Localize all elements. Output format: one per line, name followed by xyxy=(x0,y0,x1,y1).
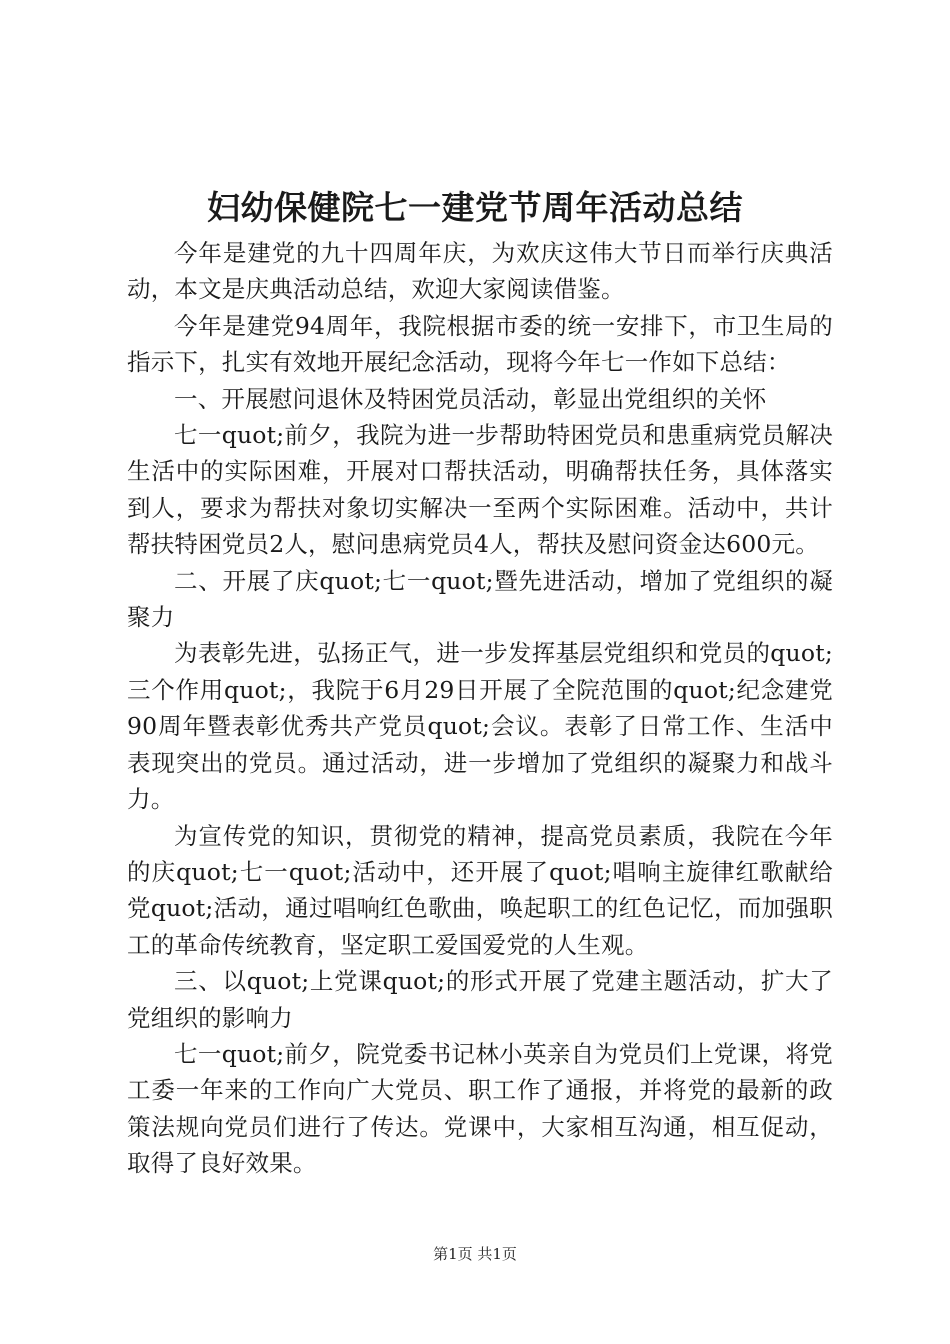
page-footer xyxy=(0,1243,950,1265)
paragraph-section-2b: 为宣传党的知识，贯彻党的精神，提高党员素质，我院在今年的庆quot;七一quot;活动中，还开展了quot;唱响主旋律红歌献给党quot;活动，通过唱响红色歌曲，唤起职工的红色记忆，而加强职工的革命传统教育，坚定职工爱国爱党的人生观。 xyxy=(127,821,833,959)
section-heading-1: 一、开展慰问退休及特困党员活动，彰显出党组织的关怀 xyxy=(174,384,767,413)
section-heading-2: 二、开展了庆quot;七一quot;暨先进活动，增加了党组织的凝聚力 xyxy=(127,566,833,632)
page-number: 第1页 共1页 xyxy=(433,1245,517,1263)
paragraph-section-1: 七一quot;前夕，我院为进一步帮助特困党员和患重病党员解决生活中的实际困难，开展对口帮扶活动，明确帮扶任务，具体落实到人，要求为帮扶对象切实解决一至两个实际困难。活动中，共计帮扶特困党员2人，慰问患病党员4人，帮扶及慰问资金达600元。 xyxy=(127,421,833,559)
paragraph-intro: 今年是建党的九十四周年庆，为欢庆这伟大节日而举行庆典活动，本文是庆典活动总结，欢迎大家阅读借鉴。 xyxy=(127,239,833,304)
paragraph-section-3: 七一quot;前夕，院党委书记林小英亲自为党员们上党课，将党工委一年来的工作向广大党员、职工作了通报，并将党的最新的政策法规向党员们进行了传达。党课中，大家相互沟通，相互促动，取得了良好效果。 xyxy=(127,1039,833,1178)
section-heading-3: 三、以quot;上党课quot;的形式开展了党建主题活动，扩大了党组织的影响力 xyxy=(127,967,833,1032)
document-body xyxy=(127,235,833,1182)
paragraph-overview: 今年是建党94周年，我院根据市委的统一安排下，市卫生局的指示下，扎实有效地开展纪念活动，现将今年七一作如下总结： xyxy=(127,311,833,377)
document-title: 妇幼保健院七一建党节周年活动总结 xyxy=(207,188,743,227)
paragraph-section-2a: 为表彰先进，弘扬正气，进一步发挥基层党组织和党员的quot;三个作用quot;，我院于6月29日开展了全院范围的quot;纪念建党90周年暨表彰优秀共产党员quot;会议。表彰了日常工作、生活中表现突出的党员。通过活动，进一步增加了党组织的凝聚力和战斗力。 xyxy=(127,639,833,814)
